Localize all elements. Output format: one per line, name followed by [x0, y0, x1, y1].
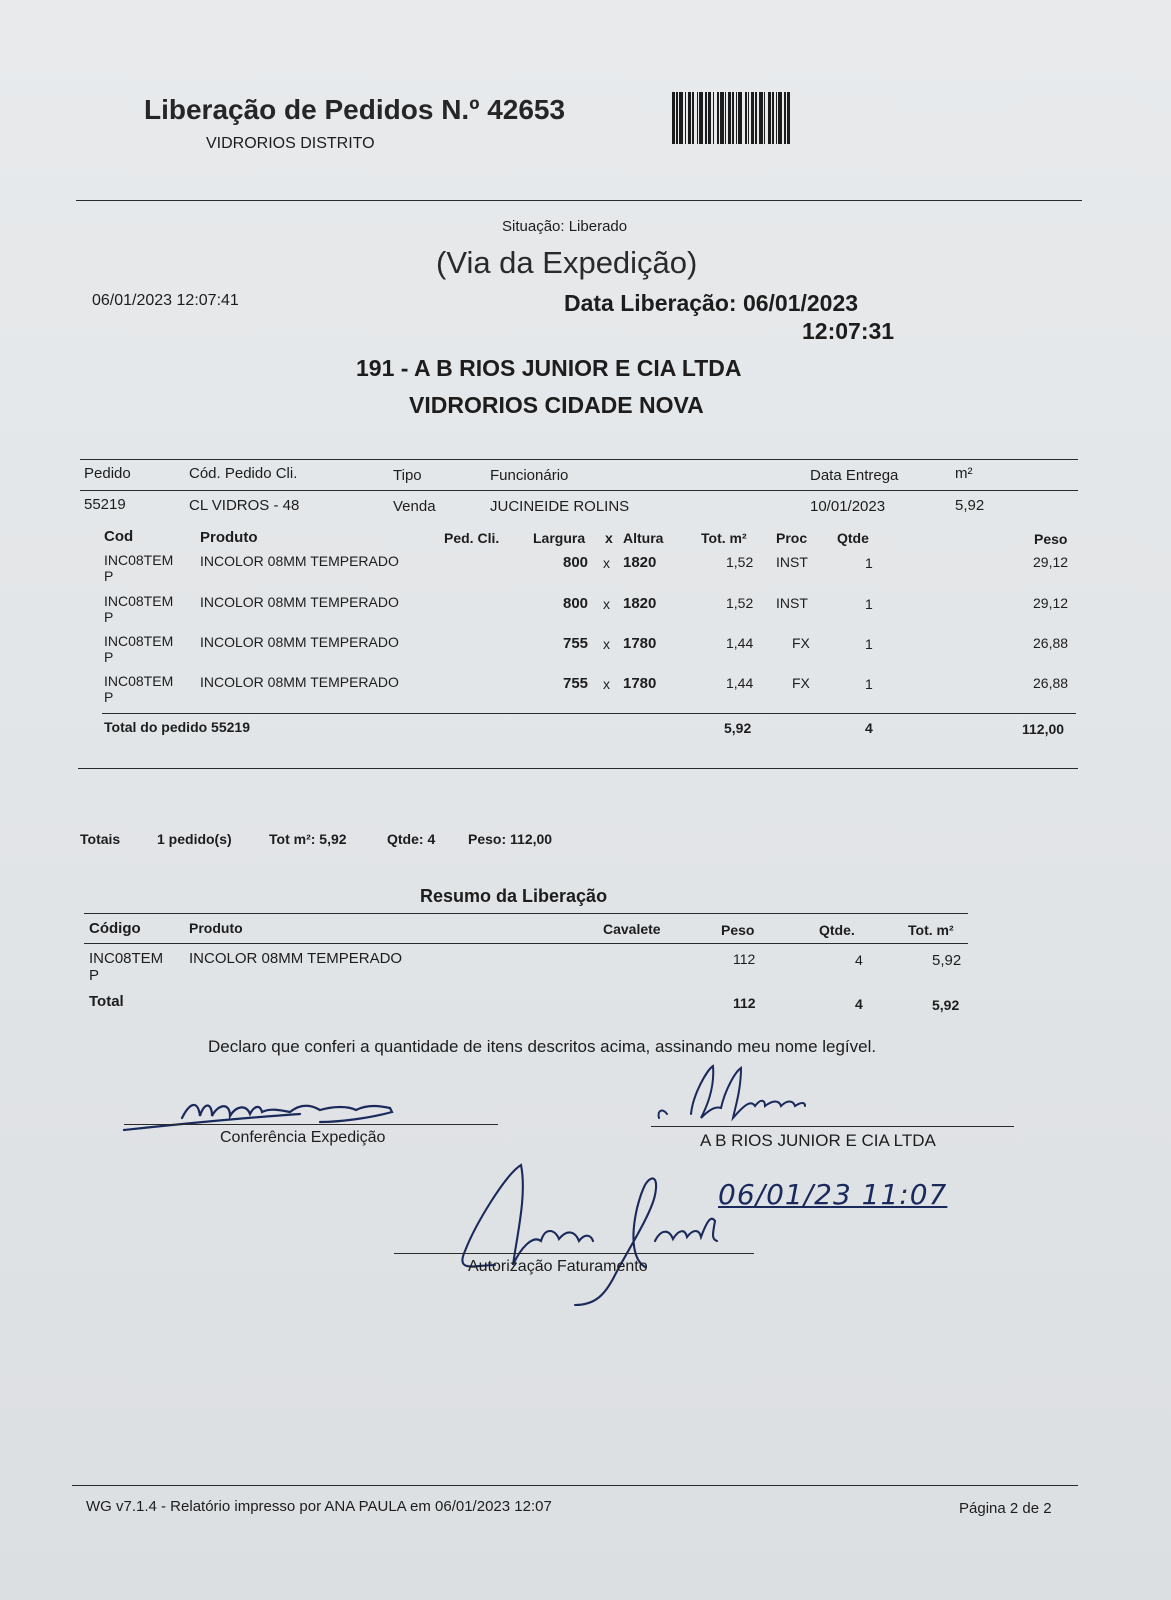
item-x: x	[603, 555, 610, 571]
item-produto: INCOLOR 08MM TEMPERADO	[200, 634, 399, 650]
order-m2: 5,92	[955, 497, 985, 514]
item-peso: 29,12	[1033, 595, 1069, 611]
summary-codigo-cont: P	[89, 967, 100, 984]
summary-col-codigo: Código	[89, 920, 141, 937]
item-cod: INC08TEM	[104, 593, 174, 609]
col-m2: m²	[955, 465, 973, 482]
item-proc: INST	[776, 595, 808, 611]
item-cod: INC08TEM	[104, 552, 174, 568]
item-tot-m2: 1,44	[726, 675, 754, 691]
order-delivery-date: 10/01/2023	[810, 498, 886, 515]
item-peso: 29,12	[1033, 554, 1069, 570]
billing-signature-label: Autorização Faturamento	[468, 1258, 648, 1275]
summary-produto: INCOLOR 08MM TEMPERADO	[189, 950, 403, 967]
item-col-cod: Cod	[104, 528, 134, 545]
item-x: x	[603, 636, 610, 652]
divider	[76, 200, 1082, 201]
signature-line	[124, 1124, 498, 1125]
item-col-x: x	[605, 530, 613, 546]
signature-line	[394, 1253, 754, 1254]
col-pedido: Pedido	[84, 465, 131, 482]
order-total-m2: 5,92	[724, 720, 752, 736]
item-col-peso: Peso	[1034, 531, 1068, 547]
divider	[102, 713, 1076, 714]
item-cod-cont: P	[104, 649, 114, 665]
totals-peso: Peso: 112,00	[468, 831, 553, 847]
item-largura: 800	[563, 554, 589, 571]
item-qtde: 1	[865, 636, 873, 652]
order-number: 55219	[84, 496, 126, 513]
order-total-peso: 112,00	[1022, 721, 1065, 737]
page-number: Página 2 de 2	[959, 1500, 1052, 1517]
printed-datetime: 06/01/2023 12:07:41	[92, 292, 239, 309]
item-largura: 800	[563, 595, 589, 612]
col-data-entrega: Data Entrega	[810, 467, 899, 484]
order-total-qtde: 4	[865, 720, 873, 736]
summary-total-tot-m2: 5,92	[932, 997, 960, 1013]
summary-col-peso: Peso	[721, 922, 755, 938]
divider	[80, 490, 1078, 491]
item-largura: 755	[563, 635, 589, 652]
summary-codigo: INC08TEM	[89, 950, 164, 967]
item-col-altura: Altura	[623, 530, 664, 546]
item-x: x	[603, 676, 610, 692]
expedition-signature-label: Conferência Expedição	[220, 1129, 386, 1146]
declaration-text: Declaro que conferi a quantidade de itens descritos acima, assinando meu nome legível.	[208, 1037, 877, 1056]
order-employee: JUCINEIDE ROLINS	[490, 498, 630, 515]
item-qtde: 1	[865, 555, 873, 571]
totals-m2: Tot m²: 5,92	[269, 831, 347, 847]
client-branch: VIDRORIOS CIDADE NOVA	[409, 392, 704, 418]
item-altura: 1780	[623, 635, 657, 652]
document-title: Liberação de Pedidos N.º 42653	[144, 94, 566, 125]
item-qtde: 1	[865, 676, 873, 692]
divider	[78, 768, 1078, 769]
summary-total-peso: 112	[733, 995, 756, 1011]
item-altura: 1820	[623, 554, 657, 571]
order-type: Venda	[393, 498, 436, 515]
via-label: (Via da Expedição)	[436, 245, 698, 280]
release-date: Data Liberação: 06/01/2023	[564, 290, 859, 316]
summary-tot-m2: 5,92	[932, 952, 962, 969]
summary-col-qtde: Qtde.	[819, 922, 855, 938]
item-tot-m2: 1,44	[726, 635, 754, 651]
order-total-label: Total do pedido 55219	[104, 719, 250, 735]
item-col-proc: Proc	[776, 530, 808, 546]
barcode	[672, 92, 850, 144]
item-tot-m2: 1,52	[726, 554, 754, 570]
handwritten-date: 06/01/23 11:07	[718, 1178, 948, 1211]
item-largura: 755	[563, 675, 589, 692]
situation-label: Situação: Liberado	[502, 218, 628, 235]
col-tipo: Tipo	[393, 467, 422, 484]
summary-total-label: Total	[89, 993, 124, 1010]
item-cod: INC08TEM	[104, 673, 174, 689]
divider	[72, 1485, 1078, 1486]
totals-label: Totais	[80, 831, 121, 847]
item-x: x	[603, 596, 610, 612]
client-signature-label: A B RIOS JUNIOR E CIA LTDA	[700, 1131, 936, 1150]
divider	[80, 459, 1078, 460]
item-peso: 26,88	[1033, 675, 1069, 691]
item-tot-m2: 1,52	[726, 595, 754, 611]
item-col-produto: Produto	[200, 529, 258, 546]
item-col-qtde: Qtde	[837, 530, 869, 546]
summary-col-tot-m2: Tot. m²	[908, 922, 954, 938]
item-proc: INST	[776, 554, 808, 570]
item-produto: INCOLOR 08MM TEMPERADO	[200, 594, 399, 610]
summary-peso: 112	[733, 951, 756, 967]
client-name: 191 - A B RIOS JUNIOR E CIA LTDA	[356, 355, 742, 381]
col-cod-pedido-cli: Cód. Pedido Cli.	[189, 465, 298, 482]
company-name: VIDRORIOS DISTRITO	[206, 135, 375, 152]
client-signature	[655, 1060, 855, 1125]
summary-total-qtde: 4	[855, 996, 863, 1012]
item-proc: FX	[792, 635, 810, 651]
divider	[84, 943, 968, 944]
item-peso: 26,88	[1033, 635, 1069, 651]
totals-qtde: Qtde: 4	[387, 831, 436, 847]
item-cod-cont: P	[104, 689, 114, 705]
item-altura: 1820	[623, 595, 657, 612]
summary-col-produto: Produto	[189, 920, 243, 936]
footer-report-info: WG v7.1.4 - Relatório impresso por ANA PAULA em 06/01/2023 12:07	[86, 1498, 552, 1515]
item-proc: FX	[792, 675, 810, 691]
item-altura: 1780	[623, 675, 657, 692]
item-cod: INC08TEM	[104, 633, 174, 649]
item-cod-cont: P	[104, 568, 114, 584]
summary-qtde: 4	[855, 952, 863, 968]
signature-line	[651, 1126, 1014, 1127]
expedition-signature	[120, 1088, 500, 1128]
summary-col-cavalete: Cavalete	[603, 921, 661, 937]
item-col-ped-cli: Ped. Cli.	[444, 530, 500, 546]
item-produto: INCOLOR 08MM TEMPERADO	[200, 674, 399, 690]
totals-pedidos: 1 pedido(s)	[157, 831, 232, 847]
summary-title: Resumo da Liberação	[420, 886, 608, 906]
item-col-tot-m2: Tot. m²	[701, 530, 747, 546]
item-col-largura: Largura	[533, 530, 586, 546]
divider	[84, 913, 968, 914]
item-qtde: 1	[865, 596, 873, 612]
release-time: 12:07:31	[802, 318, 895, 344]
item-cod-cont: P	[104, 609, 114, 625]
col-funcionario: Funcionário	[490, 467, 569, 484]
order-client-code: CL VIDROS - 48	[189, 497, 300, 514]
item-produto: INCOLOR 08MM TEMPERADO	[200, 553, 399, 569]
